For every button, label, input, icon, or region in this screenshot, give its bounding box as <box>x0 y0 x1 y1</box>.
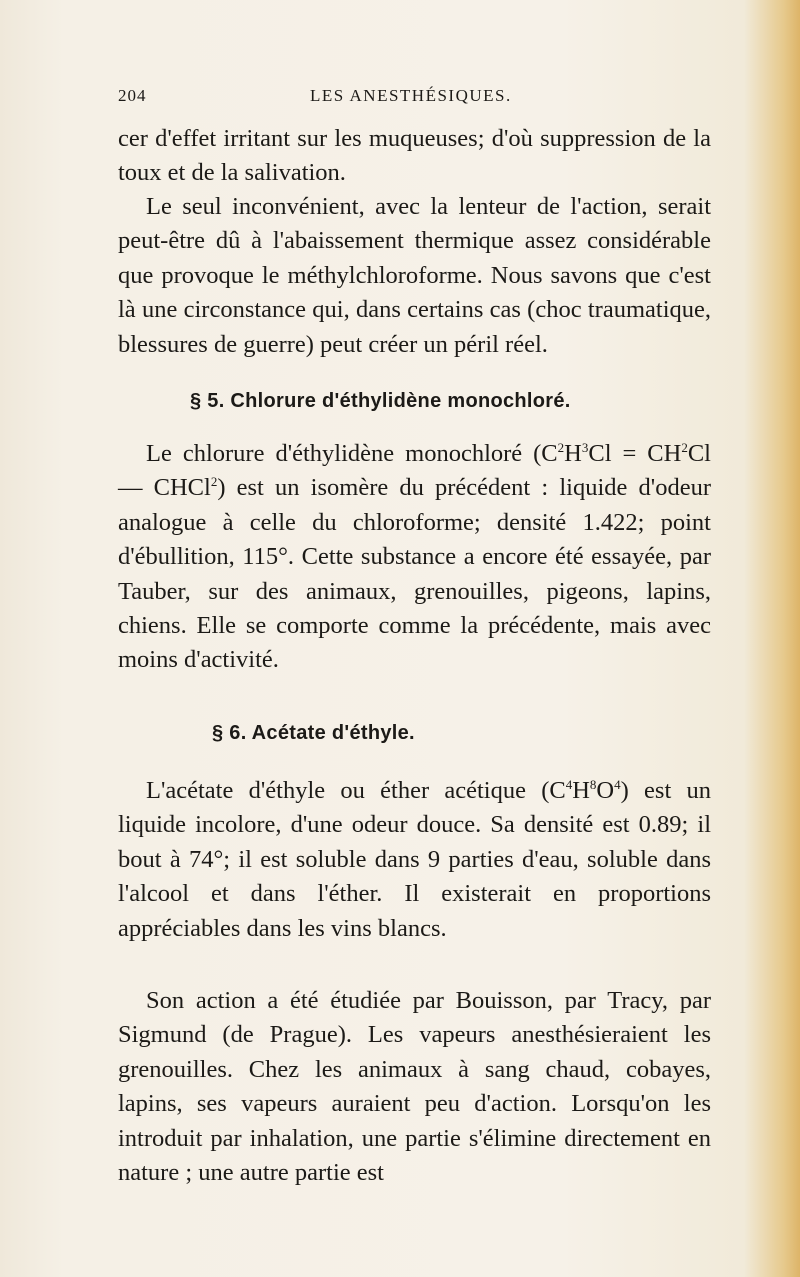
subscript: 3 <box>581 440 589 455</box>
subscript: 4 <box>565 777 573 792</box>
running-header <box>118 86 678 110</box>
formula-text: Le chlorure d'éthylidène monochloré (C <box>146 440 558 467</box>
subscript: 4 <box>614 777 621 792</box>
paragraph-inconvenient: Le seul inconvénient, avec la lenteur de l'action, serait peut-être dû à l'abaissement thermique assez considérable que provoque le méthylchloroforme. Nous savons que c'est là une circonstance qui, dans certains cas (choc traumatique, blessures de guerre) peut créer un péril réel. <box>118 193 711 358</box>
paragraph-text: ) est un isomère du précédent : liquide d'odeur analogue à celle du chloroforme; densité 1.422; point d'ébullition, 115°. Cette substance a encore été essayée, par Tauber, sur des animaux, grenouilles, pigeons, lapins, chiens. Elle se comporte comme la précédente, mais avec moins d'activité. <box>118 474 711 674</box>
formula-text: O <box>596 777 615 804</box>
paragraph-text: ) est un liquide incolore, d'une odeur douce. Sa densité est 0.89; il bout à 74°; il est soluble dans 9 parties d'eau, soluble dans l'alcool et dans l'éther. Il existerait en proportions appréciables dans les vins blancs. <box>118 777 711 942</box>
subscript: 2 <box>210 474 218 490</box>
section-6-title: § 6. Acétate d'éthyle. <box>212 722 415 744</box>
subscript: 2 <box>681 440 688 455</box>
formula-text: L'acétate d'éthyle ou éther acétique (C <box>146 777 566 804</box>
formula-text: H <box>572 777 590 804</box>
running-title: LES ANESTHÉSIQUES. <box>310 86 512 105</box>
paragraph-continuation: cer d'effet irritant sur les muqueuses; d'où suppression de la toux et de la salivation. <box>118 125 711 187</box>
paragraph-ethyl-acetate <box>118 774 711 946</box>
formula-text: Cl — CHCl <box>118 440 711 502</box>
formula-text: H <box>564 440 582 467</box>
paragraph-bouisson: Son action a été étudiée par Bouisson, par Tracy, par Sigmund (de Prague). Les vapeurs anesthésieraient les grenouilles. Chez les animaux à sang chaud, cobayes, lapins, ses vapeurs auraient peu d'action. Lorsqu'on les introduit par inhalation, une partie s'élimine directement en nature ; une autre partie est <box>118 987 711 1187</box>
subscript: 8 <box>589 777 597 792</box>
page-number: 204 <box>118 86 147 105</box>
section-5-title: § 5. Chlorure d'éthylidène monochloré. <box>190 390 571 412</box>
formula-text: Cl = CH <box>588 440 682 467</box>
subscript: 2 <box>557 440 565 455</box>
paragraph-ethylidene <box>118 437 711 678</box>
